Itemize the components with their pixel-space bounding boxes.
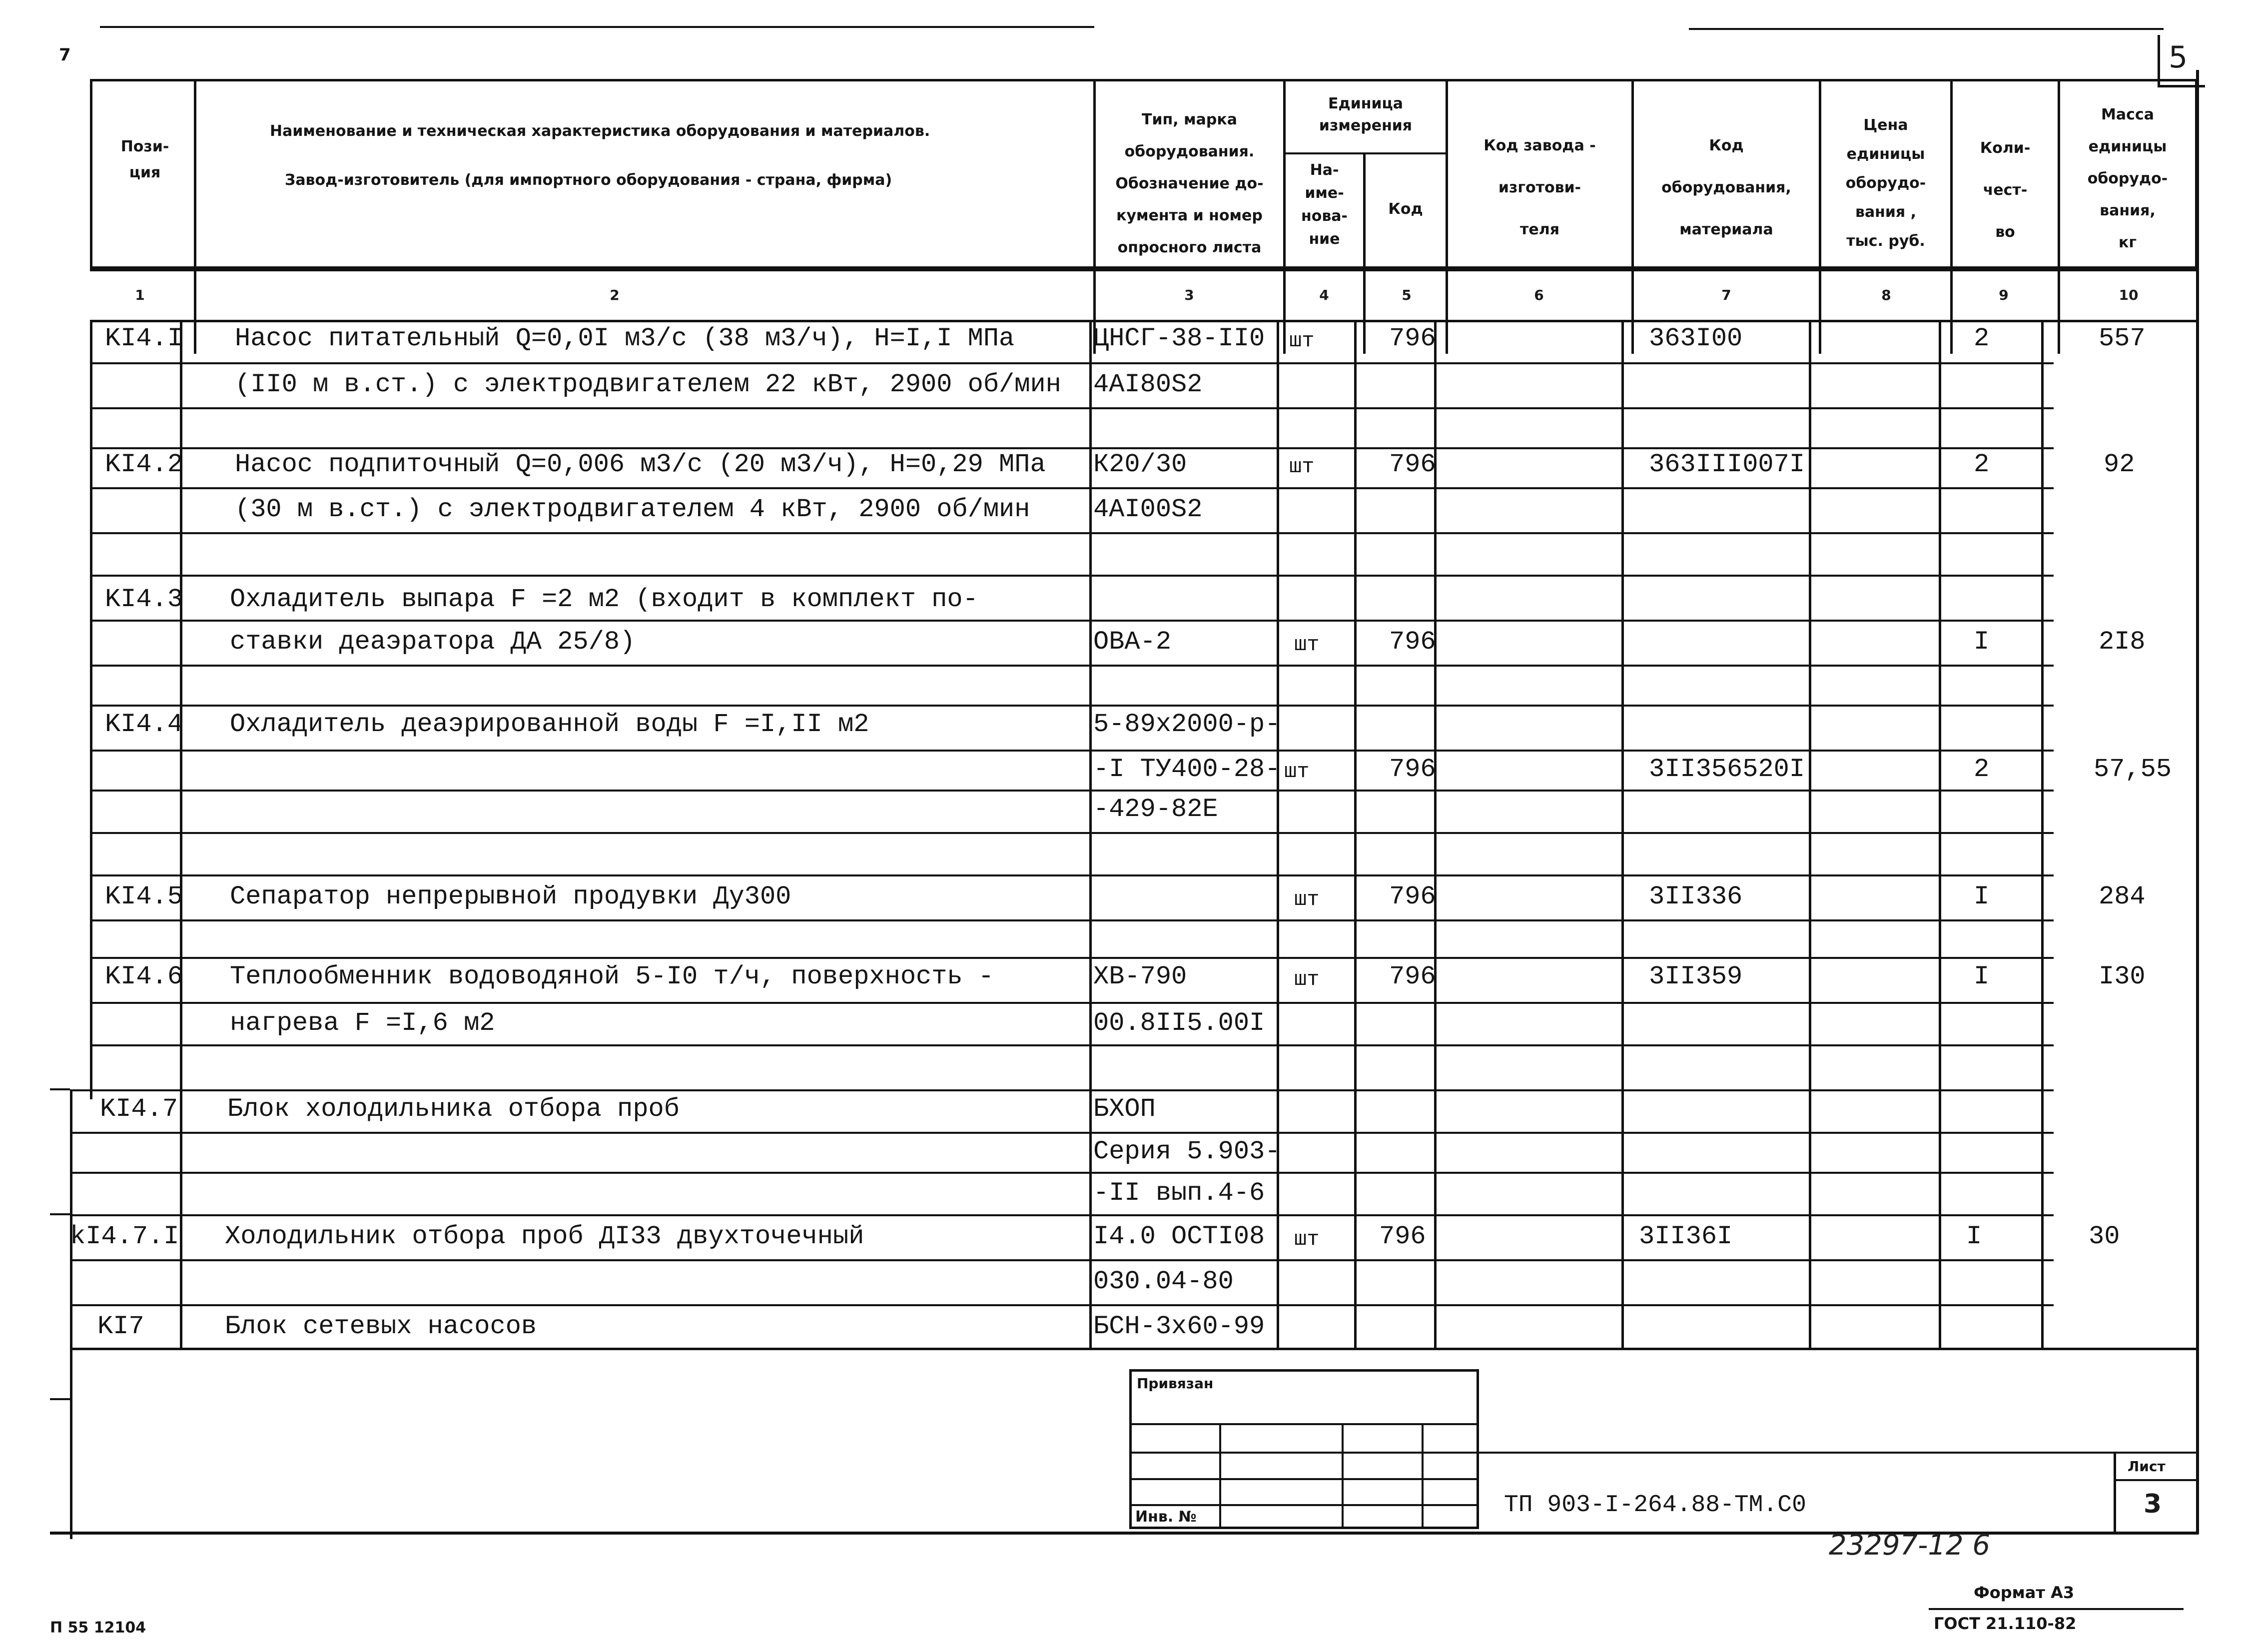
- margin-tick-3: [50, 1398, 70, 1400]
- hdr-price-l2: единицы: [1846, 145, 1925, 163]
- row-line-10: [90, 750, 2054, 752]
- r20-type: Серия 5.903-: [1093, 1137, 1281, 1166]
- r4-mass: 92: [2104, 450, 2135, 479]
- row-line-2: [90, 407, 2054, 409]
- margin-tick-1: [50, 1088, 70, 1090]
- hdr-unit-name-l1: На-: [1310, 161, 1339, 179]
- r14-equip: 3II336: [1649, 882, 1743, 911]
- hdr-equip-l1: Код: [1709, 137, 1744, 154]
- r1-unit: шт: [1289, 329, 1315, 353]
- r24-name: Блок сетевых насосов: [225, 1312, 537, 1341]
- stamp-v1: [1219, 1423, 1221, 1528]
- row-line-6: [90, 575, 2054, 577]
- r4-name: Насос подпиточный Q=0,006 м3/с (20 м3/ч), H=0,29 МПа: [235, 450, 1046, 479]
- stamp-h1: [1129, 1423, 1479, 1425]
- corner-mark: 7: [59, 45, 71, 65]
- r10-type: 5-89x2000-р-: [1093, 710, 1281, 739]
- r16-name: Теплообменник водоводяной 5-I0 т/ч, поверхность -: [230, 962, 994, 991]
- r11-type: -I ТУ400-28-: [1093, 755, 1281, 784]
- r1-equip: 363I00: [1649, 324, 1743, 353]
- title-block-top: [1479, 1452, 2199, 1454]
- r14-pos: KI4.5: [105, 882, 183, 911]
- body-v-price: [1939, 320, 1941, 1349]
- hdr-type-l4: кумента и номер: [1116, 207, 1263, 224]
- hdr-num-top: [90, 269, 2198, 271]
- row-line-22: [70, 1259, 2054, 1261]
- r24-type: БСН-3x60-99: [1093, 1312, 1265, 1341]
- hdr-unit-divider: [1283, 152, 1448, 154]
- r1-type: ЦНСГ-38-II0: [1093, 324, 1265, 353]
- r12-type: -429-82Е: [1093, 795, 1218, 824]
- row-line-16: [90, 1002, 2054, 1004]
- r7-name: Охладитель выпара F =2 м2 (входит в комплект по-: [230, 585, 978, 614]
- top-edge-line-right: [1689, 28, 2164, 30]
- gost-underline: [1929, 1608, 2184, 1610]
- hdr-unit-l1: Единица: [1328, 95, 1403, 112]
- r16-qty: I: [1974, 962, 1990, 991]
- r8-name: ставки деаэратора ДА 25/8): [230, 627, 636, 657]
- r5-name: (30 м в.ст.) с электродвигателем 4 кВт, 2900 об/мин: [235, 495, 1030, 524]
- hdr-mass-l1: Масса: [2101, 106, 2154, 123]
- row-line-11: [90, 790, 2054, 792]
- hdr-type: [1096, 104, 1283, 264]
- hdr-mass-l2: единицы: [2088, 138, 2167, 155]
- row-line-5: [90, 532, 2054, 534]
- col-num-2: 2: [610, 287, 620, 303]
- row-line-7: [90, 620, 2054, 622]
- r8-code: 796: [1389, 627, 1436, 657]
- body-v-equip: [1809, 320, 1811, 1349]
- stamp-v3: [1422, 1423, 1424, 1528]
- r17-name: нагрева F =I,6 м2: [230, 1008, 495, 1038]
- r4-unit: шт: [1289, 455, 1315, 479]
- r16-unit: шт: [1294, 967, 1320, 991]
- hdr-price-l5: тыс. руб.: [1846, 232, 1925, 250]
- hdr-type-l5: опросного листа: [1117, 239, 1262, 256]
- hdr-pos-l2: ция: [129, 164, 161, 181]
- body-v-qty: [2041, 320, 2044, 1349]
- r5-type: 4AI00S2: [1093, 495, 1203, 524]
- hdr-type-l3: Обозначение до-: [1115, 175, 1264, 192]
- r1-pos: KI4.I: [105, 324, 183, 353]
- r23-type: 030.04-80: [1093, 1267, 1234, 1296]
- hdr-unit-l2: измерения: [1319, 117, 1413, 134]
- r10-pos: KI4.4: [105, 710, 183, 739]
- body-v-right: [2196, 70, 2199, 1534]
- r19-pos: KI4.7: [100, 1094, 178, 1124]
- hdr-unit-code: Код: [1388, 200, 1423, 218]
- r19-name: Блок холодильника отбора проб: [227, 1094, 680, 1124]
- top-edge-line-left: [100, 26, 1094, 28]
- hdr-sep-1: [194, 79, 196, 354]
- r22-qty: I: [1966, 1222, 1982, 1251]
- r4-type: К20/30: [1093, 450, 1187, 479]
- r11-equip: 3II356520I: [1649, 755, 1805, 784]
- body-v-plant: [1621, 320, 1624, 1349]
- format-label: Формат А3: [1974, 1583, 2075, 1602]
- r8-qty: I: [1974, 627, 1990, 657]
- r14-mass: 284: [2099, 882, 2146, 911]
- hdr-sep-4: [1363, 152, 1366, 354]
- r24-pos: KI7: [97, 1312, 144, 1341]
- r8-unit: шт: [1294, 633, 1320, 657]
- r4-pos: KI4.2: [105, 450, 183, 479]
- r14-unit: шт: [1294, 887, 1320, 911]
- r22-unit: шт: [1294, 1227, 1320, 1251]
- hdr-num-bottom: [90, 320, 2198, 322]
- gost-label: ГОСТ 21.110-82: [1934, 1614, 2077, 1633]
- col-num-9: 9: [1999, 287, 2009, 303]
- hdr-price-l4: вания ,: [1855, 203, 1917, 221]
- row-line-1: [90, 362, 2054, 364]
- r2-type: 4AI80S2: [1093, 370, 1203, 399]
- hdr-qty-l3: во: [1995, 223, 2015, 241]
- hdr-pos: [95, 134, 195, 186]
- r11-qty: 2: [1974, 755, 1990, 784]
- stamp-v2: [1342, 1423, 1344, 1528]
- row-line-15: [90, 957, 2054, 959]
- stamp-privyazan: Привязан: [1137, 1375, 1214, 1392]
- hdr-equip-l3: материала: [1679, 221, 1773, 238]
- hdr-unit-top: [1286, 93, 1446, 137]
- col-num-5: 5: [1402, 287, 1412, 303]
- r11-mass: 57,55: [2094, 755, 2172, 784]
- r1-mass: 557: [2099, 324, 2146, 353]
- r19-type: БХОП: [1093, 1094, 1156, 1124]
- body-v-name: [1089, 320, 1092, 1349]
- col-num-7: 7: [1721, 287, 1731, 303]
- row-line-24: [70, 1348, 2199, 1350]
- r22-pos: kI4.7.I: [70, 1222, 179, 1251]
- list-box-divider: [2114, 1479, 2199, 1481]
- hdr-qty: [1953, 127, 2058, 253]
- r16-equip: 3II359: [1649, 962, 1743, 991]
- r14-code: 796: [1389, 882, 1436, 911]
- stamp-inv-no: Инв. №: [1135, 1508, 1197, 1526]
- row-line-13: [90, 874, 2054, 876]
- r1-code: 796: [1389, 324, 1436, 353]
- r16-mass: I30: [2099, 962, 2146, 991]
- r22-code: 796: [1379, 1222, 1426, 1251]
- row-line-9: [90, 705, 2054, 707]
- r10-name: Охладитель деаэрированной воды F =I,II м2: [230, 710, 869, 739]
- r16-type: ХВ-790: [1093, 962, 1187, 991]
- row-line-3: [90, 447, 2054, 449]
- r22-equip: 3II36I: [1639, 1222, 1733, 1251]
- hdr-plant: [1448, 125, 1631, 251]
- hdr-price: [1821, 111, 1950, 256]
- hdr-price-l3: оборудо-: [1845, 174, 1926, 192]
- hdr-plant-l3: теля: [1520, 221, 1559, 238]
- row-line-23: [70, 1304, 2054, 1306]
- hdr-mass-l3: оборудо-: [2087, 170, 2168, 187]
- r8-type: ОВА-2: [1093, 627, 1172, 657]
- r4-equip: 363III007I: [1649, 450, 1805, 479]
- body-v-type: [1277, 320, 1279, 1349]
- sheet-marker: 5: [2169, 40, 2188, 75]
- hdr-name-line2: Завод-изготовитель (для импортного оборудования - страна, фирма): [285, 171, 892, 189]
- r16-code: 796: [1389, 962, 1436, 991]
- list-box-left: [2114, 1452, 2116, 1532]
- doc-code: ТП 903-I-264.88-ТМ.С0: [1504, 1492, 1806, 1519]
- stamp-h3: [1129, 1478, 1479, 1480]
- r11-code: 796: [1389, 755, 1436, 784]
- hdr-mass-l5: кг: [2118, 234, 2137, 251]
- hdr-name-line1: Наименование и техническая характеристика оборудования и материалов.: [270, 122, 930, 140]
- margin-tick-2: [50, 1213, 70, 1215]
- col-num-1: 1: [135, 287, 145, 303]
- r7-pos: KI4.3: [105, 585, 183, 614]
- hdr-unit-name-l4: ние: [1309, 230, 1340, 248]
- r22-mass: 30: [2089, 1222, 2120, 1251]
- hdr-unit-name-l2: име-: [1305, 184, 1344, 202]
- r14-name: Сепаратор непрерывной продувки Ду300: [230, 882, 791, 911]
- r1-qty: 2: [1974, 324, 1990, 353]
- r21-type: -II вып.4-6: [1093, 1178, 1265, 1208]
- body-v-left: [90, 320, 92, 1099]
- body-v-unit: [1354, 320, 1357, 1349]
- list-label: Лист: [2128, 1458, 2166, 1475]
- r16-pos: KI4.6: [105, 962, 183, 991]
- row-line-18: [70, 1089, 2054, 1091]
- row-line-14: [90, 919, 2054, 921]
- r17-type: 00.8II5.00I: [1093, 1008, 1265, 1038]
- row-line-12: [90, 832, 2054, 834]
- stamp-h2: [1129, 1452, 1479, 1454]
- hdr-mass-l4: вания,: [2100, 202, 2156, 219]
- hdr-qty-l1: Коли-: [1980, 139, 2031, 157]
- left-code: П 55 12104: [50, 1619, 146, 1637]
- archive-number: 23297-12 6: [1829, 1529, 1991, 1562]
- hdr-pos-l1: Пози-: [120, 138, 169, 155]
- hdr-plant-l2: изготови-: [1498, 179, 1581, 196]
- row-line-19: [70, 1132, 2054, 1134]
- r22-type: I4.0 ОСТI08: [1093, 1222, 1265, 1251]
- r8-mass: 2I8: [2099, 627, 2146, 657]
- stamp-h4: [1129, 1504, 1479, 1506]
- r4-code: 796: [1389, 450, 1436, 479]
- hdr-mass: [2060, 99, 2195, 259]
- r11-unit: шт: [1284, 760, 1310, 784]
- r4-qty: 2: [1974, 450, 1990, 479]
- body-v-left-lower: [70, 1089, 72, 1539]
- row-line-8: [90, 665, 2054, 667]
- hdr-unit-name-l3: нова-: [1301, 207, 1348, 225]
- hdr-equip: [1634, 125, 1819, 251]
- list-number: 3: [2144, 1489, 2162, 1519]
- col-num-4: 4: [1319, 287, 1329, 303]
- col-num-10: 10: [2119, 287, 2139, 303]
- row-line-21: [70, 1214, 2054, 1216]
- r2-name: (II0 м в.ст.) с электродвигателем 22 кВт, 2900 об/мин: [235, 370, 1061, 399]
- col-num-6: 6: [1534, 287, 1544, 303]
- hdr-type-l1: Тип, марка: [1142, 111, 1237, 128]
- hdr-unit-name: [1286, 159, 1363, 251]
- row-line-20: [70, 1172, 2054, 1174]
- col-num-8: 8: [1881, 287, 1891, 303]
- hdr-type-l2: оборудования.: [1124, 143, 1255, 160]
- r1-name: Насос питательный Q=0,0I м3/с (38 м3/ч), H=I,I МПа: [235, 324, 1015, 353]
- col-num-3: 3: [1184, 287, 1194, 303]
- hdr-qty-l2: чест-: [1983, 181, 2028, 199]
- r22-name: Холодильник отбора проб ДI33 двухточечный: [225, 1222, 864, 1251]
- hdr-plant-l1: Код завода -: [1484, 137, 1596, 154]
- row-line-17: [90, 1044, 2054, 1046]
- row-line-4: [90, 487, 2054, 489]
- hdr-price-l1: Цена: [1863, 116, 1908, 134]
- hdr-equip-l2: оборудования,: [1661, 179, 1791, 196]
- r14-qty: I: [1974, 882, 1990, 911]
